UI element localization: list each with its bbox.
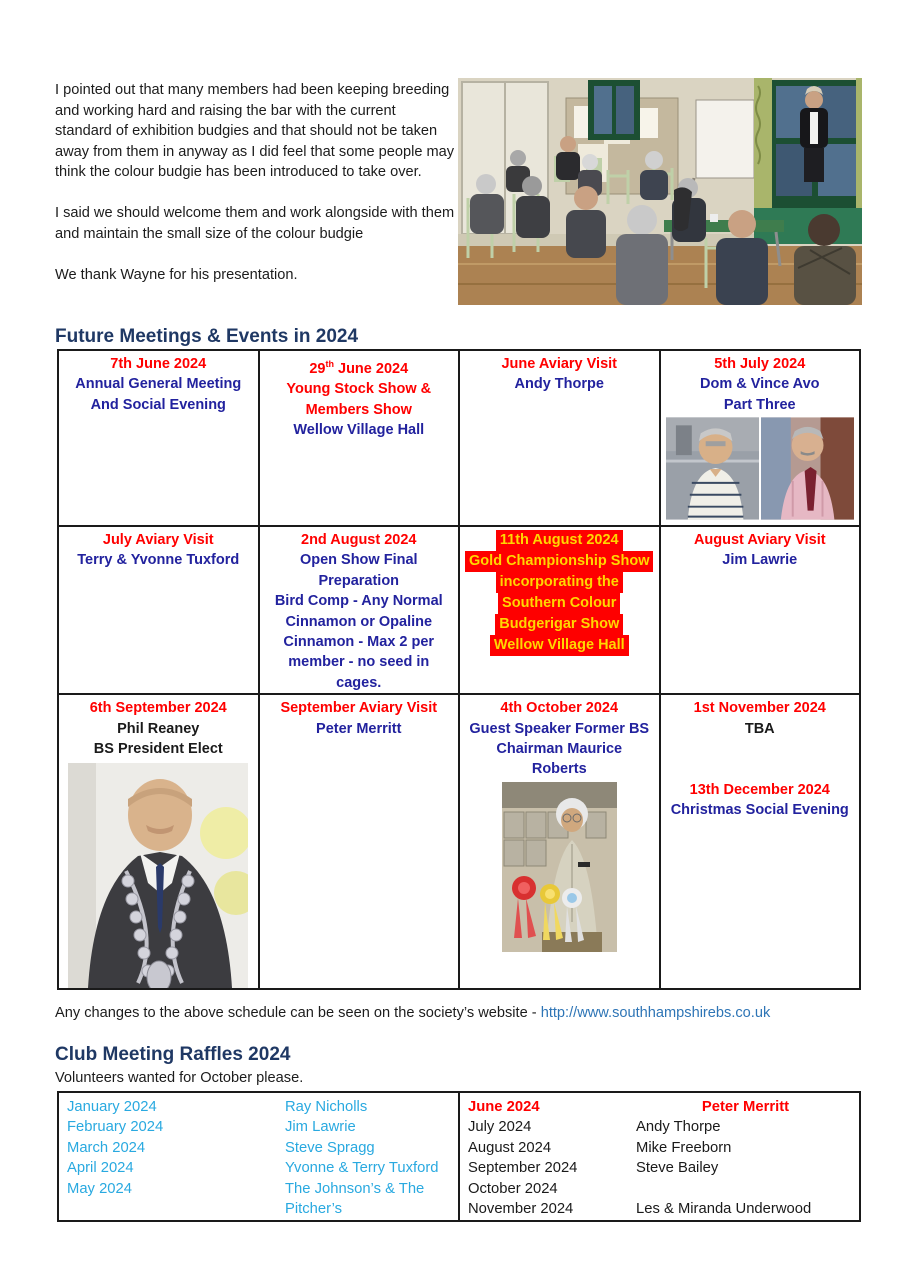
intro-paragraph-3: We thank Wayne for his presentation.	[55, 266, 298, 283]
event-cell-4th-october: 4th October 2024 Guest Speaker Former BS Chairman Maurice Roberts	[459, 694, 660, 989]
raffle-row: September 2024 Steve Bailey	[468, 1160, 719, 1177]
intro-paragraph-2: I said we should welcome them and work alongside with them and maintain the small size of the colour budgie	[55, 205, 455, 242]
raffle-row: February 2024 Jim Lawrie	[67, 1119, 356, 1136]
event-cell-june-aviary: June Aviary Visit Andy Thorpe	[459, 350, 660, 526]
vince-photo	[761, 417, 854, 520]
event-cell-september-aviary: September Aviary Visit Peter Merritt	[259, 694, 460, 989]
maurice-roberts-photo	[465, 782, 654, 952]
event-cell-5th-july: 5th July 2024 Dom & Vince Avo Part Three	[660, 350, 861, 526]
event-cell-2nd-august: 2nd August 2024 Open Show Final Preparation Bird Comp - Any Normal Cinnamon or Opaline Cinnamon - Max 2 per member - no seed in cages.	[259, 526, 460, 694]
event-cell-29th-june: 29th June 2024 Young Stock Show & Members Show Wellow Village Hall	[259, 350, 460, 526]
phil-reaney-photo	[64, 763, 253, 988]
event-cell-november-december: 1st November 2024 TBA 13th December 2024 Christmas Social Evening	[660, 694, 861, 989]
raffle-row: November 2024 Les & Miranda Underwood	[468, 1201, 812, 1218]
intro-text	[55, 80, 455, 285]
raffles-subtext: Volunteers wanted for October please.	[55, 1070, 304, 1086]
event-cell-7th-june: 7th June 2024 Annual General Meeting And Social Evening	[58, 350, 259, 526]
dom-vince-photos	[666, 417, 855, 520]
raffles-heading: Club Meeting Raffles 2024	[55, 1044, 291, 1065]
meetings-table	[57, 349, 861, 990]
event-cell-11th-august-gold-show: 11th August 2024 Gold Championship Show incorporating the Southern Colour Budgerigar Show Wellow Village Hall	[459, 526, 660, 694]
event-cell-august-aviary: August Aviary Visit Jim Lawrie	[660, 526, 861, 694]
raffles-right-cell	[460, 1093, 859, 1220]
raffle-row: June 2024 Peter Merritt	[468, 1099, 790, 1115]
schedule-note-text: Any changes to the above schedule can be seen on the society’s website -	[55, 1005, 541, 1021]
intro-paragraph-1: I pointed out that many members had been keeping breeding and working hard and raising the bar with the current standard of exhibition budgies and that should not be taken away from them in anyway as I did feel that some people may think the colour budgie has been introduced to take over.	[55, 82, 455, 180]
event-cell-6th-september: 6th September 2024 Phil Reaney BS President Elect	[58, 694, 259, 989]
raffle-row: August 2024 Mike Freeborn	[468, 1139, 732, 1156]
raffle-row: May 2024 The Johnson’s & The Pitcher’s	[67, 1180, 425, 1218]
schedule-note	[55, 1005, 867, 1021]
raffles-table	[57, 1091, 861, 1222]
raffles-left-cell	[59, 1093, 460, 1220]
meetings-heading: Future Meetings & Events in 2024	[55, 326, 359, 347]
raffle-row: October 2024	[468, 1180, 558, 1197]
raffle-row: January 2024 Ray Nicholls	[67, 1099, 368, 1115]
society-website-link[interactable]: http://www.southhampshirebs.co.uk	[540, 1005, 771, 1021]
meeting-room-photo	[458, 78, 862, 305]
event-cell-july-aviary: July Aviary Visit Terry & Yvonne Tuxford	[58, 526, 259, 694]
dom-photo	[666, 417, 759, 520]
raffle-row: April 2024 Yvonne & Terry Tuxford	[67, 1160, 439, 1177]
raffle-row: July 2024 Andy Thorpe	[468, 1119, 721, 1136]
raffle-row: March 2024 Steve Spragg	[67, 1139, 375, 1156]
